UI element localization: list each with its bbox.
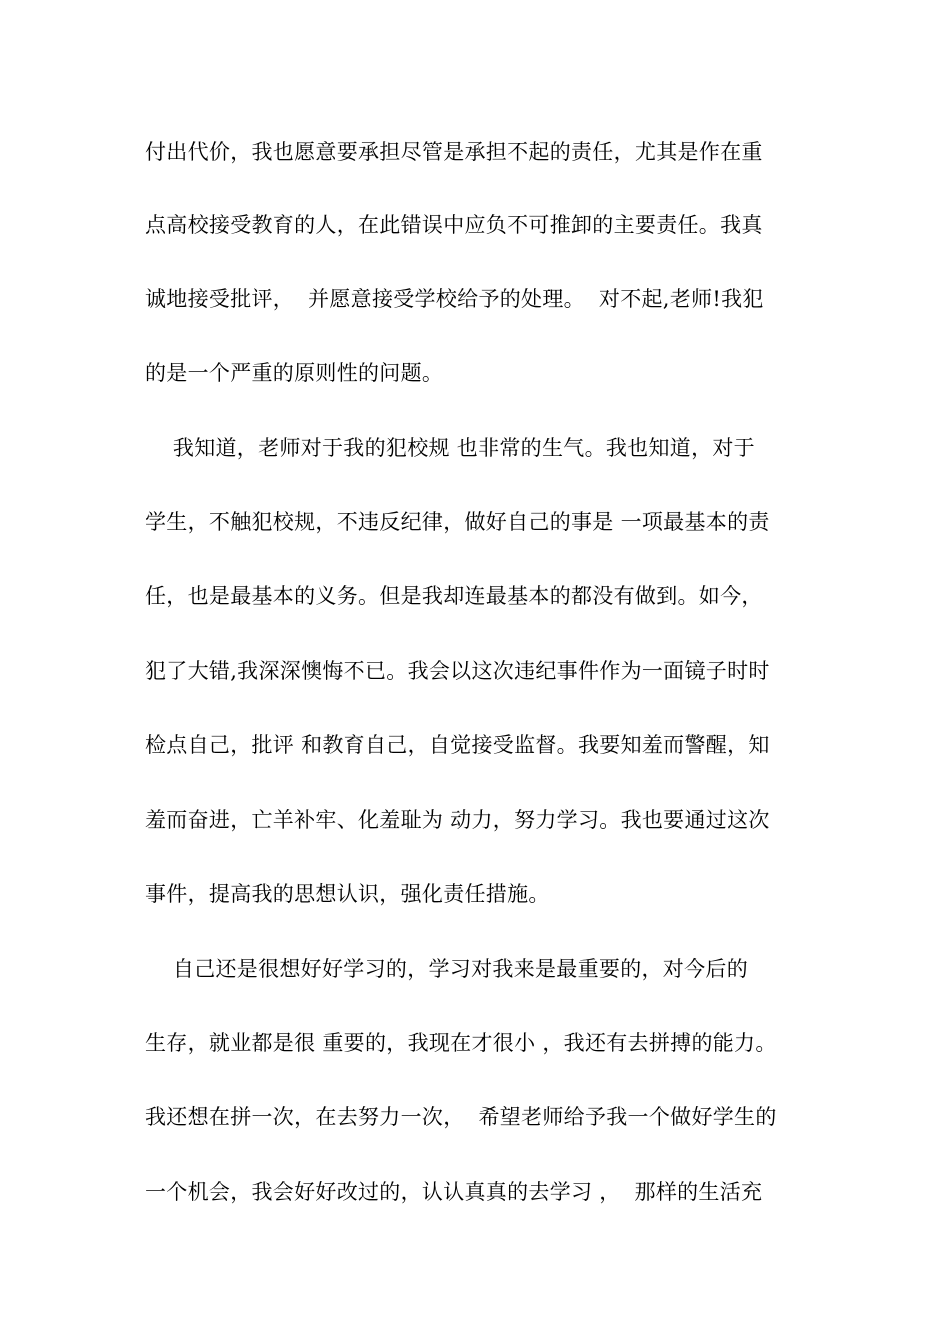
text-line: 我知道，老师对于我的犯校规 也非常的生气。我也知道，对于 [145, 436, 755, 460]
text-line: 的是一个严重的原则性的问题。 [145, 361, 444, 385]
text-line: 羞而奋进，亡羊补牢、化羞耻为 动力，努力学习。我也要通过这次 [145, 808, 770, 832]
text-line: 学生，不触犯校规，不违反纪律，做好自己的事是 一项最基本的责 [145, 510, 770, 534]
text-line: 一个机会，我会好好改过的，认认真真的去学习 ， 那样的生活充 [145, 1180, 763, 1204]
text-line: 事件，提高我的思想认识，强化责任措施。 [145, 882, 550, 906]
text-line: 诚地接受批评， 并愿意接受学校给予的处理。 对不起,老师!我犯 [145, 287, 764, 311]
text-line: 点高校接受教育的人，在此错误中应负不可推卸的主要责任。我真 [145, 213, 763, 237]
text-line: 生存，就业都是很 重要的，我现在才很小 ，我还有去拼搏的能力。 [145, 1031, 777, 1055]
text-line: 自己还是很想好好学习的，学习对我来是最重要的，对今后的 [145, 957, 748, 981]
text-line: 检点自己，批评 和教育自己，自觉接受监督。我要知羞而警醒，知 [145, 733, 770, 757]
text-line: 我还想在拼一次，在去努力一次， 希望老师给予我一个做好学生的 [145, 1105, 777, 1129]
text-line: 犯了大错,我深深懊悔不已。我会以这次违纪事件作为一面镜子时时 [145, 659, 770, 683]
text-line: 任，也是最基本的义务。但是我却连最基本的都没有做到。如今， [145, 584, 763, 608]
text-line: 付出代价，我也愿意要承担尽管是承担不起的责任，尤其是作在重 [145, 140, 763, 164]
